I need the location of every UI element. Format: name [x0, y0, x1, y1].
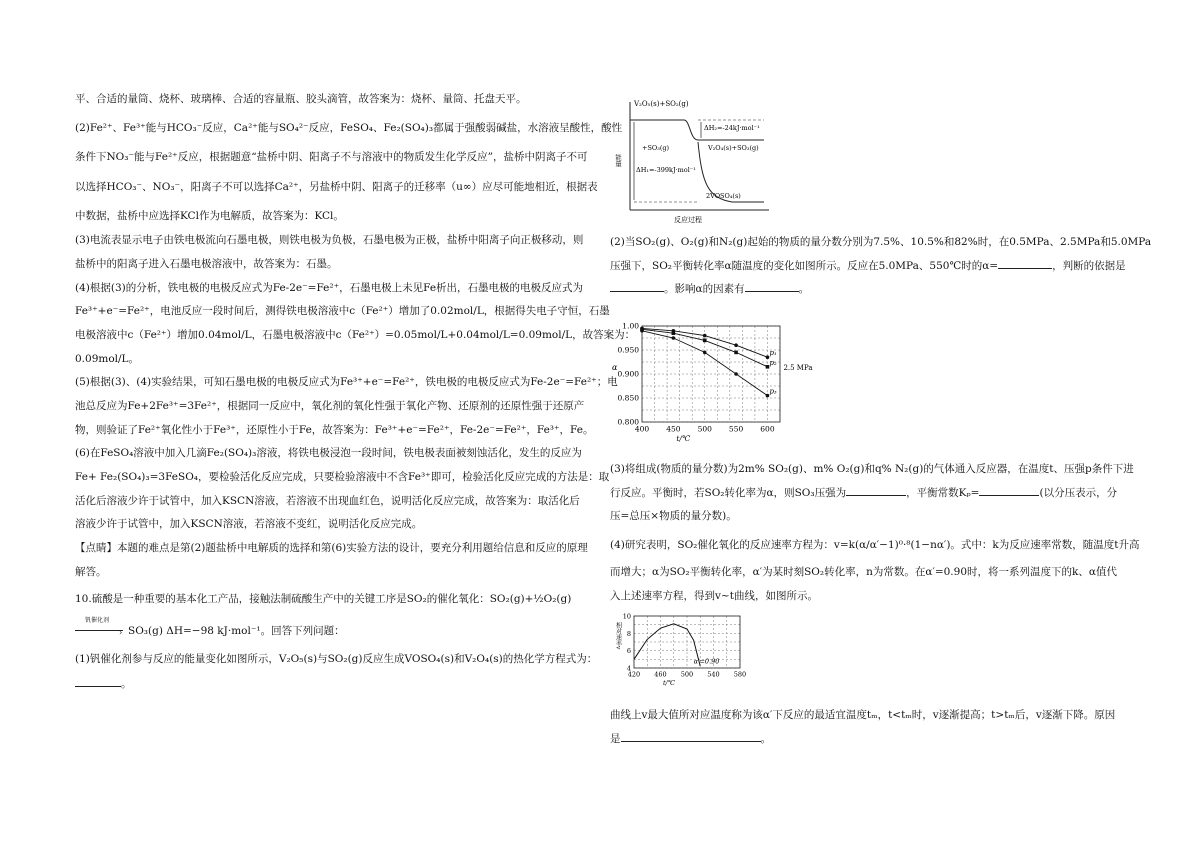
text-line: (6)在FeSO₄溶液中加入几滴Fe₂(SO₄)₃溶液，将铁电极浸泡一段时间，铁电极表面被刻蚀活化，发生的反应为 [75, 447, 582, 459]
text-line: Fe+ Fe₂(SO₄)₃=3FeSO₄，要检验活化反应完成，只要检验溶液中不含Fe³⁺即可，检验活化反应完成的方法是：取 [75, 471, 610, 483]
x-tick-label: 500 [680, 670, 694, 679]
x-axis-label: t/℃ [676, 434, 691, 443]
data-point [734, 351, 738, 355]
series-label: p₃ [769, 387, 777, 396]
question-4: (4)研究表明，SO₂催化氧化的反应速率方程为：v=k(α/α′−1)⁰·⁸(1−nα′)。式中：k为反应速率常数，随温度t升高 [610, 539, 1140, 551]
dh1-label: ΔH₁=-399kJ·mol⁻¹ [636, 166, 696, 174]
right-column [600, 0, 1200, 848]
x-tick-label: 600 [760, 424, 775, 434]
question-4-line2: 而增大；α为SO₂平衡转化率，α′为某时刻SO₂转化率，n为常数。在α′=0.90时，将一系列温度下的k、α值代 [610, 566, 1117, 578]
catalyst-arrow: 钒催化剂 › [75, 620, 123, 634]
curve-annotation: α′=0.90 [693, 657, 720, 666]
energy-axis-label: 能量 [614, 154, 622, 167]
question-10: 10.硫酸是一种重要的基本化工产品，接触法制硫酸生产中的关键工序是SO₂的催化氧化：SO₂(g)+½O₂(g) [75, 593, 572, 605]
data-point [734, 343, 738, 347]
question-4-end: 曲线上v最大值所对应温度称为该α′下反应的最适宜温度tₘ，t<tₘ时，v逐渐提高；t>tₘ后，v逐渐下降。原因 [610, 709, 1116, 721]
series-label: p₁ [769, 349, 777, 358]
x-axis-label: t/℃ [662, 679, 676, 687]
text-line: 池总反应为Fe+2Fe³⁺=3Fe²⁺，根据同一反应中，氧化剂的氧化性强于氧化产物、还原剂的还原性强于还原产 [75, 400, 585, 412]
x-tick-label: 460 [654, 670, 667, 679]
alpha-vs-temperature-chart [608, 318, 813, 448]
text-line: 活化后溶液少许于试管中，加入KSCN溶液，若溶液不出现血红色，说明活化反应完成，故答案为：取活化后 [75, 495, 580, 507]
series-label: p₂ [769, 358, 777, 367]
y-axis-label: α [612, 363, 618, 372]
y-axis-label: 相对速率v [614, 622, 622, 650]
text-line: 0.09mol/L。 [75, 353, 140, 365]
question-4-end-line2: 是 。 [610, 733, 771, 745]
series-line-1 [634, 624, 700, 666]
question-10-1: (1)钒催化剂参与反应的能量变化如图所示，V₂O₅(s)与SO₂(g)反应生成VOSO₄(s)和V₂O₄(s)的热化学方程式为： [75, 653, 598, 665]
x-tick-label: 420 [627, 670, 641, 679]
y-tick-label: 1.00 [622, 321, 639, 331]
text-line: (4)根据(3)的分析，铁电极的电极反应式为Fe-2e⁻=Fe²⁺，石墨电极上未见Fe析出，石墨电极的电极反应式为 [75, 282, 584, 294]
text-line: 【点睛】本题的难点是第(2)题盐桥中电解质的选择和第(6)实验方法的设计，要充分利用题给信息和反应的原理 [75, 542, 588, 554]
energy-diagram [614, 92, 784, 224]
y-tick-label: 0.950 [617, 345, 639, 355]
data-point [734, 372, 738, 376]
x-tick-label: 450 [666, 424, 681, 434]
catalyst-label: 钒催化剂 [85, 617, 110, 624]
y-tick-label: 6 [626, 647, 631, 656]
process-axis-label: 反应过程 [674, 216, 702, 224]
x-tick-label: 500 [697, 424, 712, 434]
answer-blank [621, 731, 761, 742]
data-point [672, 331, 676, 335]
text-line: 条件下NO₃⁻能与Fe²⁺反应，根据题意“盐桥中阴、阳离子不与溶液中的物质发生化学反应”，盐桥中阴离子不可 [75, 151, 588, 163]
answer-line: 。 [75, 676, 132, 691]
text-line: 溶液少许于试管中，加入KSCN溶液，若溶液不变红，说明活化反应完成。 [75, 518, 423, 530]
text-line: SO₃(g) ΔH=−98 kJ·mol⁻¹。回答下列问题： [128, 625, 345, 637]
text-line: Fe³⁺+e⁻=Fe²⁺，电池反应一段时间后，测得铁电极溶液中c（Fe²⁺）增加了0.02mol/L，根据得失电子守恒，石墨 [75, 305, 610, 317]
rate-vs-temperature-chart [612, 610, 762, 696]
question-3-line3: 压=总压×物质的量分数)。 [610, 510, 737, 522]
y-tick-label: 10 [622, 612, 631, 621]
text-line: 平、合适的量筒、烧杯、玻璃棒、合适的容量瓶、胶头滴管，故答案为：烧杯、量筒、托盘天平。 [75, 93, 527, 105]
x-tick-label: 580 [733, 670, 747, 679]
question-2-line2: 压强下，SO₂平衡转化率α随温度的变化如图所示。反应在5.0MPa、550℃时的α= ，判断的依据是 [610, 260, 1126, 272]
question-2: (2)当SO₂(g)、O₂(g)和N₂(g)起始的物质的量分数分别为7.5%、10.5%和82%时，在0.5MPa、2.5MPa和5.0MPa [610, 236, 1152, 248]
question-4-line3: 入上述速率方程，得到v~t曲线，如图所示。 [610, 590, 818, 602]
y-tick-label: 4 [626, 664, 631, 673]
data-point [703, 351, 707, 355]
x-tick-label: 400 [634, 424, 650, 434]
answer-blank [610, 281, 664, 292]
y-tick-label: 0.850 [617, 393, 639, 403]
question-3-line2: 行反应。平衡时，若SO₂转化率为α，则SO₃压强为 ，平衡常数Kₚ= (以分压表示，分 [610, 487, 1118, 499]
answer-blank [75, 676, 121, 687]
question-2-line3: 。影响α的因素有 。 [610, 281, 809, 296]
text-line: (2)Fe²⁺、Fe³⁺能与HCO₃⁻反应，Ca²⁺能与SO₄²⁻反应，FeSO₄、Fe₂(SO₄)₃都属于强酸弱碱盐，水溶液呈酸性，酸性 [75, 122, 623, 134]
data-point [703, 334, 707, 338]
text-line: (5)根据(3)、(4)实验结果，可知石墨电极的电极反应式为Fe³⁺+e⁻=Fe²⁺，铁电极的电极反应式为Fe-2e⁻=Fe²⁺；电 [75, 376, 618, 388]
text-line: 解答。 [75, 566, 107, 578]
plus-so3: +SO₃(g) [642, 144, 670, 152]
data-point [640, 329, 644, 333]
text-line: 电极溶液中c（Fe²⁺）增加0.04mol/L，石墨电极溶液中c（Fe²⁺）=0.05mol/L+0.04mol/L=0.09mol/L，故答案为： [75, 329, 636, 341]
text-line: (3)电流表显示电子由铁电极流向石墨电极，则铁电极为负极，石墨电极为正极，盐桥中阳离子向正极移动，则 [75, 234, 584, 246]
text-line: 中数据，盐桥中应选择KCl作为电解质，故答案为：KCl。 [75, 210, 344, 222]
species-mid: V₂O₄(s)+SO₃(g) [708, 144, 759, 152]
answer-blank [998, 258, 1052, 269]
question-3: (3)将组成(物质的量分数)为2m% SO₂(g)、m% O₂(g)和q% N₂(g)的气体通入反应器，在温度t、压强p条件下进 [610, 463, 1134, 475]
dh2-label: ΔH₂=-24kJ·mol⁻¹ [704, 124, 760, 132]
text-line: 物，则验证了Fe²⁺氧化性小于Fe³⁺，还原性小于Fe，故答案为：Fe³⁺+e⁻=Fe²⁺，Fe-2e⁻=Fe²⁺，Fe³⁺，Fe。 [75, 424, 594, 436]
answer-blank [846, 485, 906, 496]
answer-blank [745, 281, 799, 292]
text-line: 盐桥中的阳离子进入石墨电极溶液中，故答案为：石墨。 [75, 258, 338, 270]
y-tick-label: 0.800 [617, 417, 639, 427]
y-tick-label: 8 [626, 629, 631, 638]
data-point [703, 339, 707, 343]
text-line: 以选择HCO₃⁻、NO₃⁻，阳离子不可以选择Ca²⁺，另盐桥中阴、阳离子的迁移率（u∞）应尽可能地相近，根据表 [75, 181, 598, 193]
x-tick-label: 550 [728, 424, 744, 434]
answer-blank [979, 485, 1039, 496]
species-bottom: 2VOSO₄(s) [706, 192, 741, 200]
data-point [672, 336, 676, 340]
pressure-annotation: 2.5 MPa [783, 363, 813, 372]
x-tick-label: 540 [707, 670, 720, 679]
species-top: V₂O₅(s)+SO₂(g) [634, 100, 689, 108]
y-tick-label: 0.900 [617, 369, 639, 379]
